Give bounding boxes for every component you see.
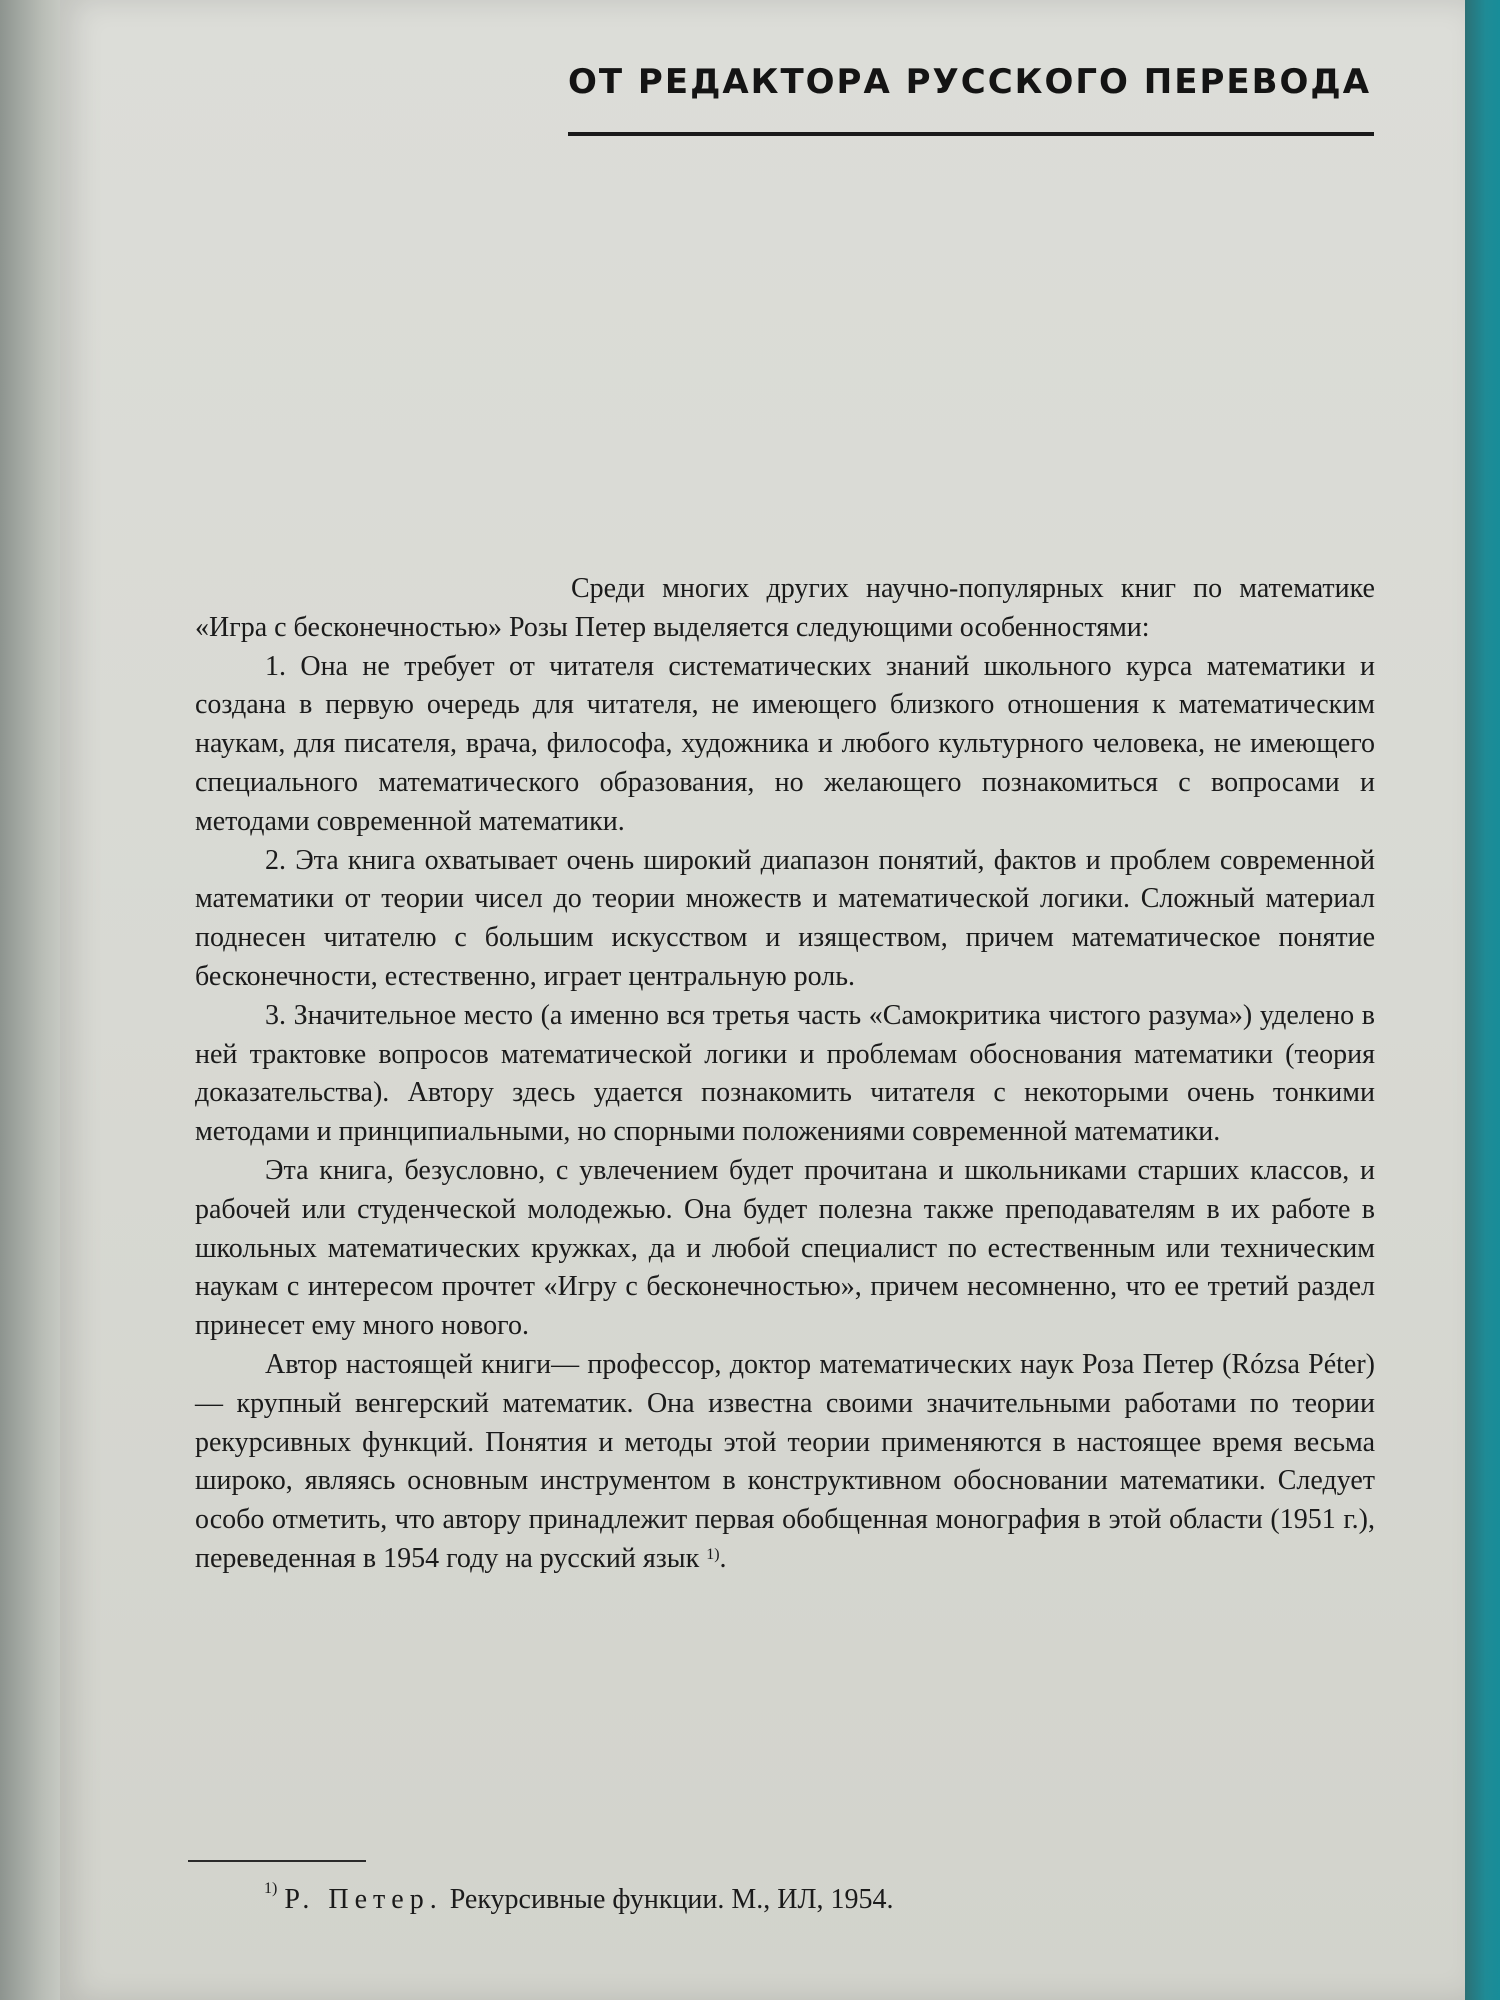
body-text xyxy=(195,570,1375,1579)
footnote xyxy=(264,1880,894,1916)
footnote-reference: 1) xyxy=(706,1545,720,1563)
book-page xyxy=(60,0,1465,2000)
paragraph-author: Автор настоящей книги— профессор, доктор математических наук Роза Петер (Rózsa Péter) — крупный венгерский математик. Она известна своими значительными работами по теории рекурсивных функций. Понятия и методы этой теории применяются в настоящее время весьма широко, являясь основным инструментом в конструктивном обосновании математики. Следует особо отметить, что автору принадлежит первая обобщенная монография в этой области (1951 г.), переведенная в 1954 году на русский язык $^{1)}$. xyxy=(195,1348,1375,1574)
footnote-divider xyxy=(188,1860,366,1862)
background-surface xyxy=(1464,0,1500,2000)
footnote-marker: 1) xyxy=(264,1880,278,1897)
title-underline xyxy=(568,132,1374,136)
paragraph-author-text: Автор настоящей книги— профессор, доктор математических наук Роза Петер (Rózsa Péter) — крупный венгерский математик. Она известна своими значительными работами по теории рекурсивных функций. Понятия и методы этой теории применяются в настоящее время весьма широко, являясь основным инструментом в конструктивном обосновании математики. Следует особо отметить, что автору принадлежит первая обобщенная монография в этой области (1951 г.), переведенная в 1954 году на русский язык xyxy=(195,1348,1375,1574)
page-title: ОТ РЕДАКТОРА РУССКОГО ПЕРЕВОДА xyxy=(568,62,1372,102)
paragraph-point-2: 2. Эта книга охватывает очень широкий диапазон понятий, фактов и проблем современной математики от теории чисел до теории множеств и математической логики. Сложный материал поднесен читателю с большим искусством и изяществом, причем математическое понятие бесконечности, естественно, играет центральную роль. xyxy=(195,844,1375,992)
paragraph-intro: Среди многих других научно-популярных книг по математике «Игра с бесконечностью» Розы Петер выделяется следующими особенностями: xyxy=(195,573,1375,643)
footnote-citation: Рекурсивные функции. М., ИЛ, 1954. xyxy=(449,1884,894,1915)
paragraph-audience: Эта книга, безусловно, с увлечением будет прочитана и школьниками старших классов, и рабочей или студенческой молодежью. Она будет полезна также преподавателям в их работе в школьных математических кружках, да и любой специалист по естественным или техническим наукам с интересом прочтет «Игру с бесконечностью», причем несомненно, что ее третий раздел принесет ему много нового. xyxy=(195,1154,1375,1342)
paragraph-point-1: 1. Она не требует от читателя систематических знаний школьного курса математики и создана в первую очередь для читателя, не имеющего близкого отношения к математическим наукам, для писателя, врача, философа, художника и любого культурного человека, не имеющего специального математического образования, но желающего познакомиться с вопросами и методами современной математики. xyxy=(195,650,1375,837)
paragraph-point-3: 3. Значительное место (а именно вся третья часть «Самокритика чистого разума») уделено в ней трактовке вопросов математической логики и проблемам обоснования математики (теория доказательства). Автору здесь удается познакомить читателя с некоторыми очень тонкими методами и принципиальными, но спорными положениями современной математики. xyxy=(195,999,1375,1148)
footnote-author: Р. Петер. xyxy=(284,1884,443,1915)
